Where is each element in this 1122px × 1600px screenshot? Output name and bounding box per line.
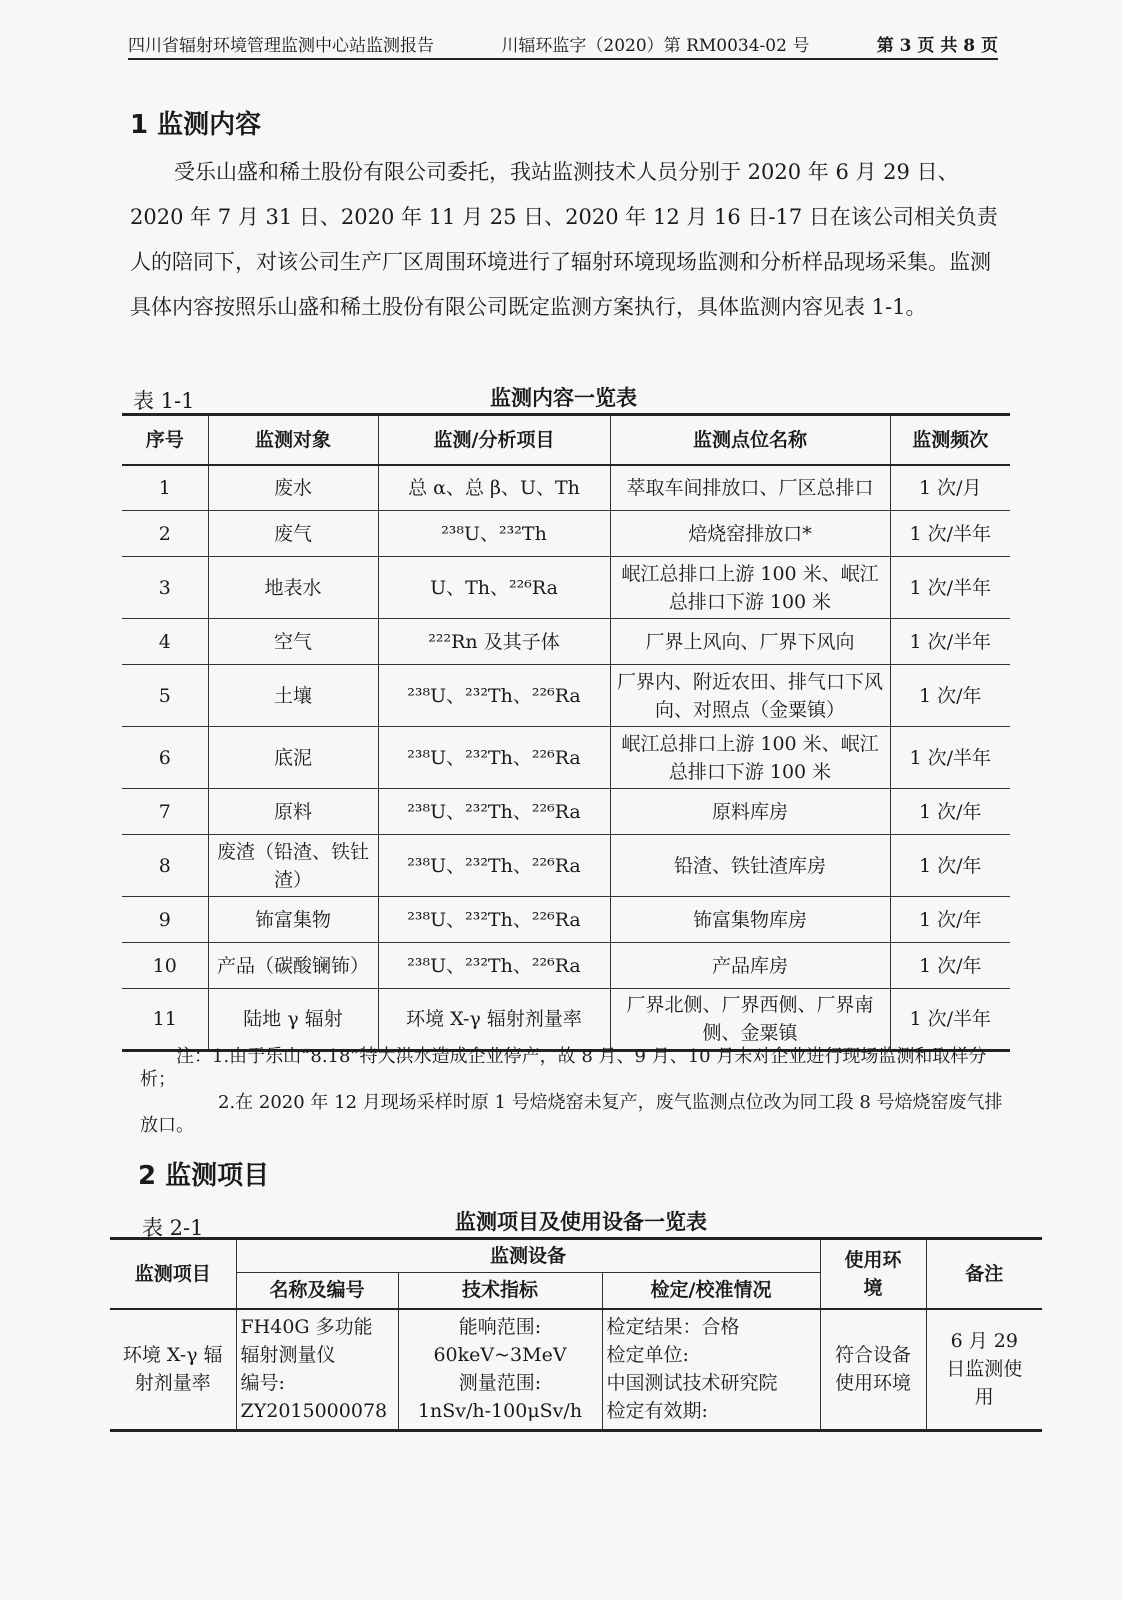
row-object: 土壤 — [208, 665, 378, 727]
row-items: 环境 X-γ 辐射剂量率 — [378, 989, 610, 1051]
row-object: 废渣（铅渣、铁钍渣） — [208, 835, 378, 897]
row-no: 8 — [122, 835, 208, 897]
row-site: 钸富集物库房 — [610, 897, 890, 943]
table-row — [122, 557, 1010, 619]
t2-spec — [398, 1309, 602, 1431]
table-row — [122, 727, 1010, 789]
t2-calib — [602, 1309, 820, 1431]
row-no: 5 — [122, 665, 208, 727]
row-freq: 1 次/半年 — [890, 727, 1010, 789]
table-row — [122, 619, 1010, 665]
row-freq: 1 次/年 — [890, 897, 1010, 943]
t2-name-line: 编号: — [240, 1372, 285, 1395]
table-row — [122, 943, 1010, 989]
t2-spec-line: 1nSv/h-100μSv/h — [417, 1400, 583, 1423]
row-items: ²³⁸U、²³²Th、²²⁶Ra — [378, 835, 610, 897]
row-site: 原料库房 — [610, 789, 890, 835]
row-object: 底泥 — [208, 727, 378, 789]
t2-name — [236, 1309, 398, 1431]
t2-name-line: 辐射测量仪 — [240, 1344, 336, 1367]
row-site: 厂界北侧、厂界西侧、厂界南侧、金粟镇 — [610, 989, 890, 1051]
table-row — [122, 511, 1010, 557]
table1-notes — [140, 1045, 1010, 1137]
t2-name-line: ZY2015000078 — [240, 1400, 388, 1423]
row-no: 7 — [122, 789, 208, 835]
note-2: 2.在 2020 年 12 月现场采样时原 1 号焙烧窑未复产，废气监测点位改为同工段 8 号焙烧窑废气排放口。 — [140, 1092, 1003, 1136]
row-items: U、Th、²²⁶Ra — [378, 557, 610, 619]
row-object: 陆地 γ 辐射 — [208, 989, 378, 1051]
table1-caption: 监测内容一览表 — [490, 386, 637, 410]
t2-calib-line: 检定有效期: — [606, 1400, 708, 1423]
row-items: 总 α、总 β、U、Th — [378, 465, 610, 511]
header-docno: 川辐环监字（2020）第 RM0034-02 号 — [501, 36, 810, 56]
table-row — [122, 897, 1010, 943]
equipment-table — [110, 1237, 1042, 1432]
t2-remark: 6 月 29 日监测使用 — [926, 1309, 1042, 1431]
t1-header-items: 监测/分析项目 — [378, 415, 610, 465]
row-no: 4 — [122, 619, 208, 665]
t2-header-calib: 检定/校准情况 — [602, 1273, 820, 1309]
row-object: 原料 — [208, 789, 378, 835]
row-freq: 1 次/半年 — [890, 619, 1010, 665]
t2-name-line: FH40G 多功能 — [240, 1316, 373, 1339]
row-object: 废气 — [208, 511, 378, 557]
section2-title: 2 监测项目 — [138, 1161, 270, 1191]
t1-header-freq: 监测频次 — [890, 415, 1010, 465]
t2-env: 符合设备使用环境 — [820, 1309, 926, 1431]
row-items: ²²²Rn 及其子体 — [378, 619, 610, 665]
row-site: 岷江总排口上游 100 米、岷江总排口下游 100 米 — [610, 727, 890, 789]
t2-calib-line: 检定单位: — [606, 1344, 689, 1367]
row-items: ²³⁸U、²³²Th、²²⁶Ra — [378, 665, 610, 727]
t2-header-spec: 技术指标 — [398, 1273, 602, 1309]
row-site: 铅渣、铁钍渣库房 — [610, 835, 890, 897]
row-site: 产品库房 — [610, 943, 890, 989]
t2-header-item: 监测项目 — [110, 1239, 236, 1309]
page-header — [128, 30, 998, 60]
row-freq: 1 次/年 — [890, 835, 1010, 897]
row-freq: 1 次/半年 — [890, 557, 1010, 619]
t2-header-name: 名称及编号 — [236, 1273, 398, 1309]
header-org: 四川省辐射环境管理监测中心站监测报告 — [128, 36, 434, 56]
row-items: ²³⁸U、²³²Th、²²⁶Ra — [378, 727, 610, 789]
t2-spec-line: 60keV~3MeV — [433, 1344, 567, 1367]
table-row — [110, 1309, 1042, 1431]
row-items: ²³⁸U、²³²Th — [378, 511, 610, 557]
row-no: 3 — [122, 557, 208, 619]
t2-calib-line: 检定结果：合格 — [606, 1316, 740, 1339]
row-no: 10 — [122, 943, 208, 989]
t2-item: 环境 X-γ 辐射剂量率 — [110, 1309, 236, 1431]
t2-spec-line: 测量范围: — [458, 1372, 542, 1395]
section1-paragraph: 受乐山盛和稀土股份有限公司委托，我站监测技术人员分别于 2020 年 6 月 29 日、2020 年 7 月 31 日、2020 年 11 月 25 日、2020 年 12 月 16 日-17 日在该公司相关负责人的陪同下，对该公司生产厂区周围环境进行了辐射环境现场监测和分析样品现场采集。监测具体内容按照乐山盛和稀土股份有限公司既定监测方案执行，具体监测内容见表 1-1。 — [130, 160, 998, 319]
row-no: 6 — [122, 727, 208, 789]
t2-calib-line: 中国测试技术研究院 — [606, 1372, 778, 1395]
t1-header-object: 监测对象 — [208, 415, 378, 465]
section1-title: 1 监测内容 — [130, 110, 262, 140]
t2-header-equipment: 监测设备 — [236, 1239, 820, 1273]
table-row — [122, 665, 1010, 727]
header-pages: 第 3 页 共 8 页 — [876, 36, 998, 56]
row-object: 地表水 — [208, 557, 378, 619]
row-object: 空气 — [208, 619, 378, 665]
t2-header-remark: 备注 — [926, 1239, 1042, 1309]
monitoring-content-table — [122, 413, 1010, 1052]
row-items: ²³⁸U、²³²Th、²²⁶Ra — [378, 789, 610, 835]
row-no: 11 — [122, 989, 208, 1051]
row-site: 厂界内、附近农田、排气口下风向、对照点（金粟镇） — [610, 665, 890, 727]
row-freq: 1 次/半年 — [890, 511, 1010, 557]
row-items: ²³⁸U、²³²Th、²²⁶Ra — [378, 897, 610, 943]
table-row — [122, 989, 1010, 1051]
row-freq: 1 次/年 — [890, 789, 1010, 835]
row-site: 焙烧窑排放口* — [610, 511, 890, 557]
row-object: 废水 — [208, 465, 378, 511]
table2-label: 表 2-1 — [142, 1216, 204, 1240]
table-row — [122, 835, 1010, 897]
row-site: 岷江总排口上游 100 米、岷江总排口下游 100 米 — [610, 557, 890, 619]
row-freq: 1 次/半年 — [890, 989, 1010, 1051]
note-1: 注：1.由于乐山“8.18”特大洪水造成企业停产，故 8 月、9 月、10 月未对企业进行现场监测和取样分析； — [140, 1046, 987, 1090]
row-no: 1 — [122, 465, 208, 511]
row-freq: 1 次/月 — [890, 465, 1010, 511]
table-row — [122, 465, 1010, 511]
t2-spec-line: 能响范围: — [458, 1316, 542, 1339]
row-no: 9 — [122, 897, 208, 943]
t1-header-site: 监测点位名称 — [610, 415, 890, 465]
table-row — [122, 789, 1010, 835]
t2-header-env: 使用环境 — [820, 1239, 926, 1309]
table2-caption: 监测项目及使用设备一览表 — [455, 1210, 707, 1234]
row-no: 2 — [122, 511, 208, 557]
row-items: ²³⁸U、²³²Th、²²⁶Ra — [378, 943, 610, 989]
row-site: 厂界上风向、厂界下风向 — [610, 619, 890, 665]
row-freq: 1 次/年 — [890, 665, 1010, 727]
row-object: 产品（碳酸镧钸） — [208, 943, 378, 989]
t1-header-no: 序号 — [122, 415, 208, 465]
row-object: 钸富集物 — [208, 897, 378, 943]
table1-label: 表 1-1 — [133, 389, 195, 413]
row-site: 萃取车间排放口、厂区总排口 — [610, 465, 890, 511]
row-freq: 1 次/年 — [890, 943, 1010, 989]
